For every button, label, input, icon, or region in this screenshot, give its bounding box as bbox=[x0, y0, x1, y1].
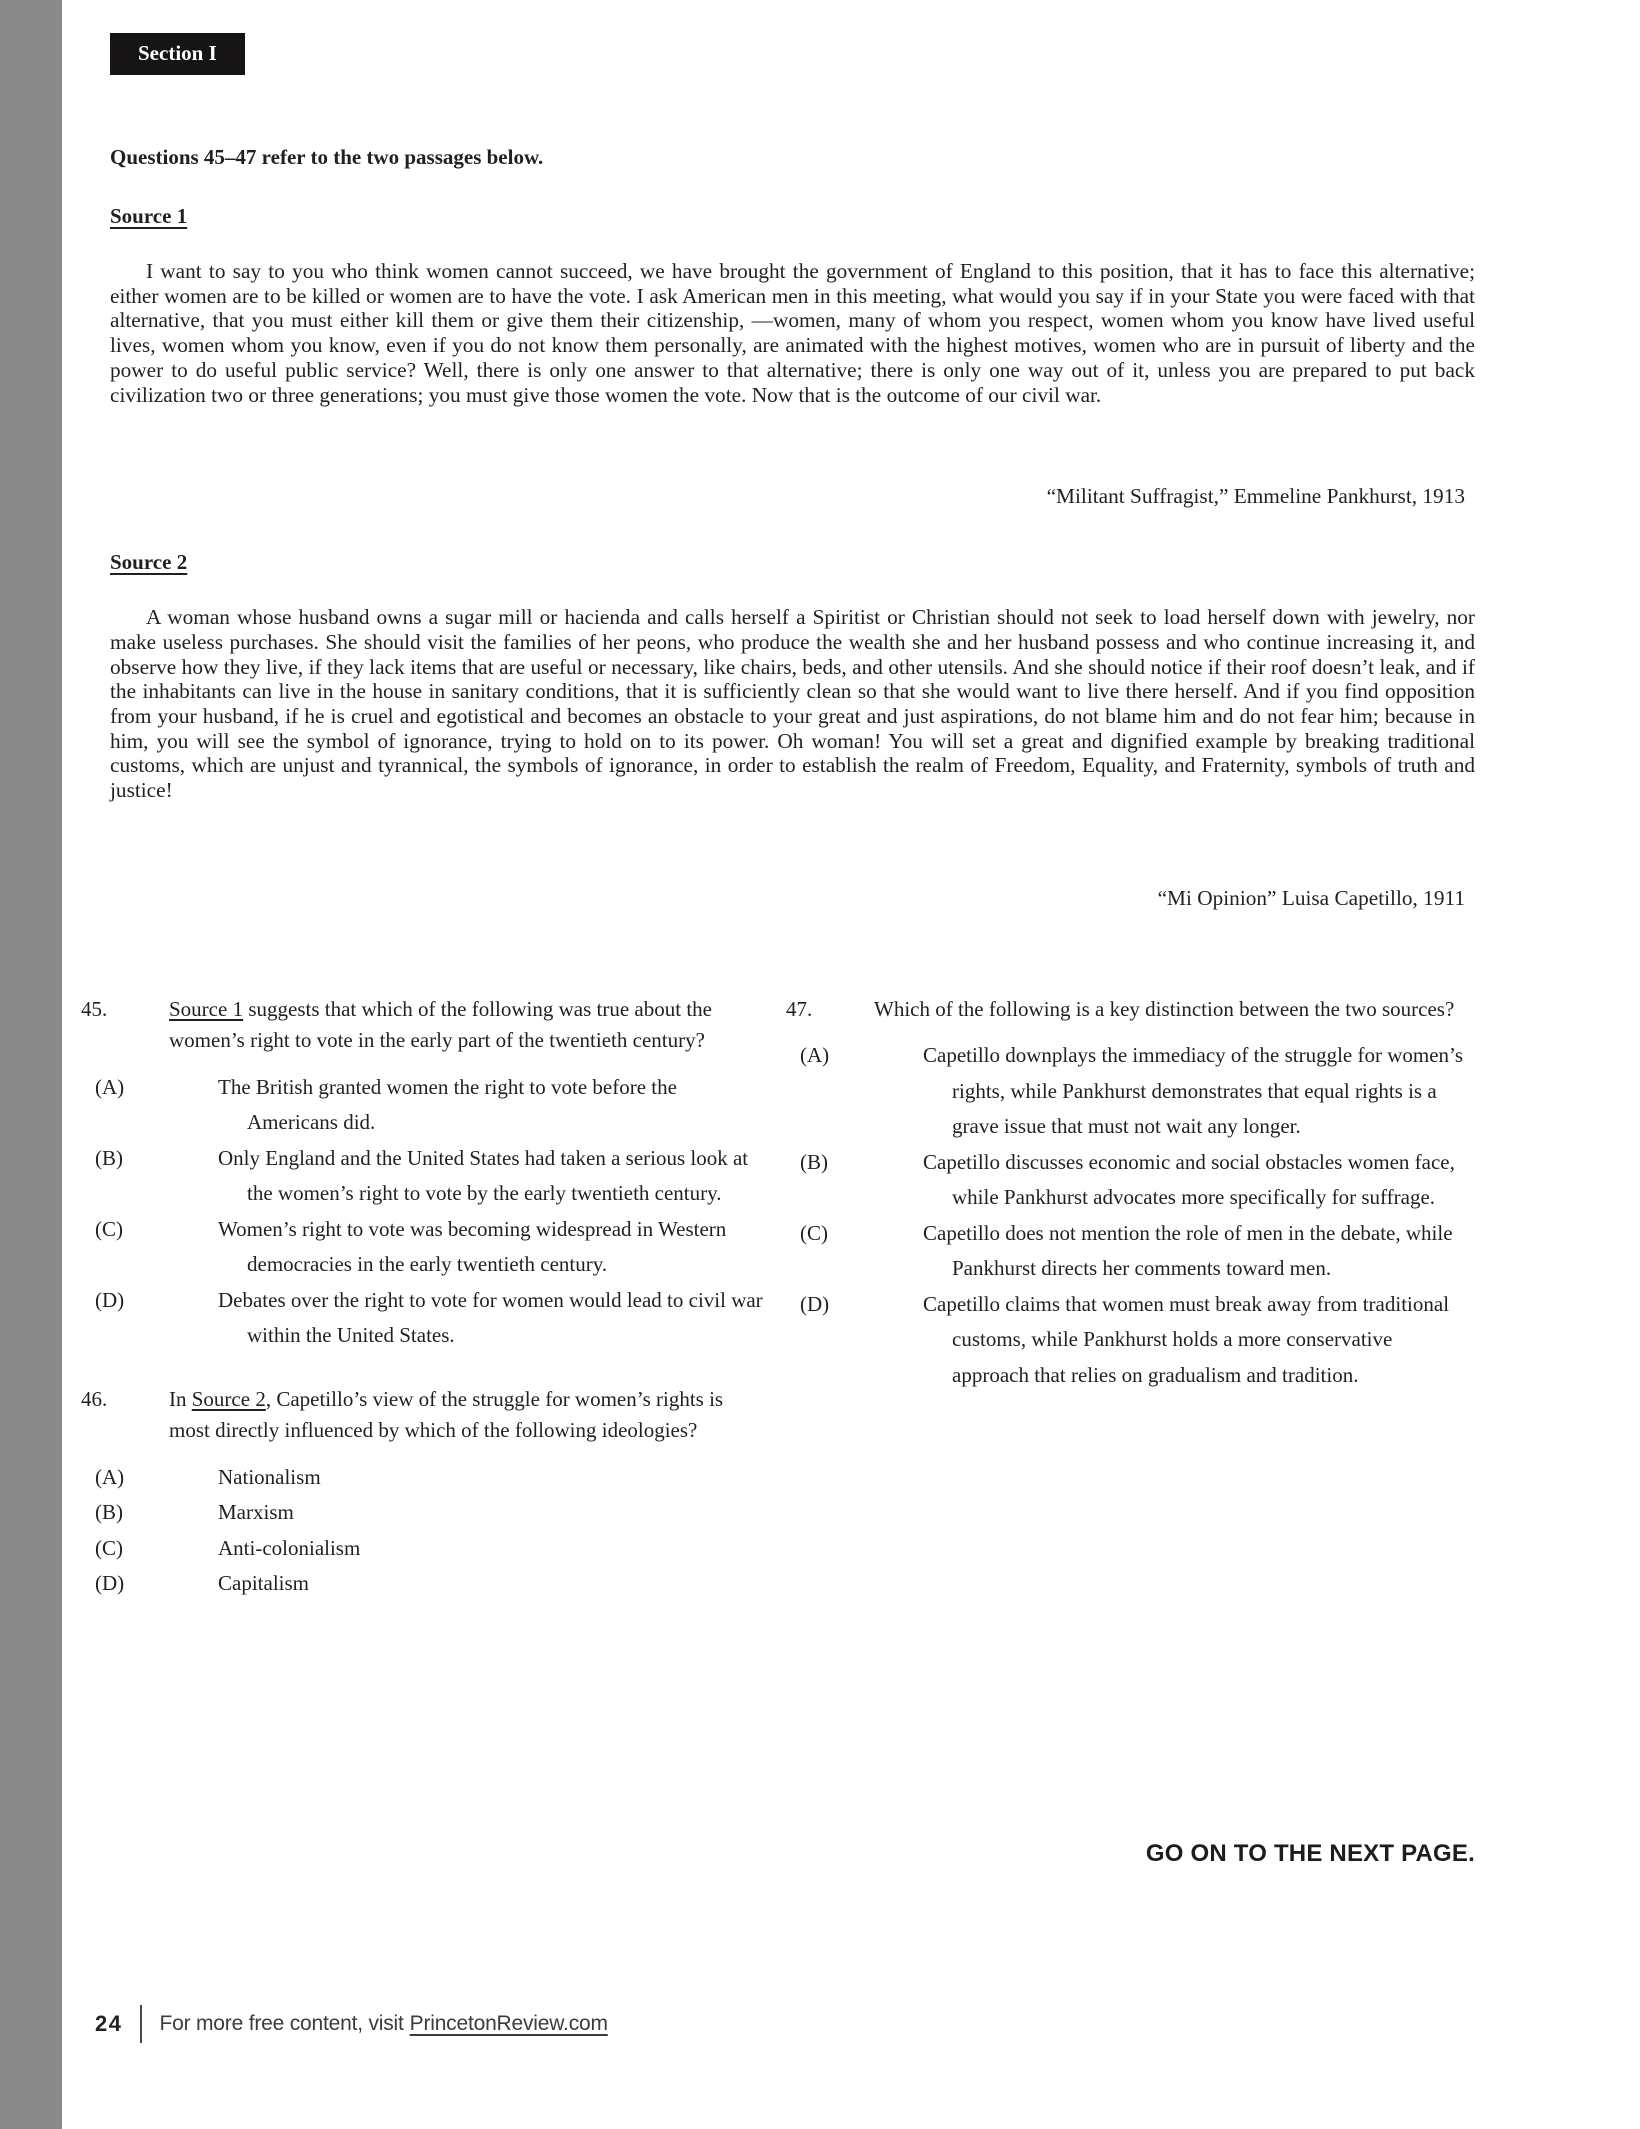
choice-46-d-label: (D) bbox=[95, 1571, 125, 1596]
choice-45-a bbox=[95, 1070, 765, 1141]
choice-47-d-label: (D) bbox=[800, 1291, 830, 1316]
question-46 bbox=[81, 1384, 765, 1602]
question-47-number: 47. bbox=[786, 996, 813, 1021]
source-1-passage: I want to say to you who think women cannot succeed, we have brought the government of England to this position, that it has to face this alternative; either women are to be killed or women are to have the vote. I ask American men in this meeting, what would you say if in your State you were faced with that alternative, that you must either kill them or give them their citizenship, —women, many of whom you respect, women whom you know have lived useful lives, women whom you know, even if you do not know them personally, are animated with the highest motives, women who are in pursuit of liberty and the power to do useful public service? Well, there is only one answer to that alternative; there is only one way out of it, unless you are prepared to put back civilization two or three generations; you must give those women the vote. Now that is the outcome of our civil war. bbox=[110, 259, 1475, 407]
source-1-heading: Source 1 bbox=[110, 204, 188, 228]
choice-47-a-label: (A) bbox=[800, 1043, 830, 1068]
questions-left-column bbox=[81, 994, 765, 1602]
question-46-stem-text: , Capetillo’s view of the struggle for women’s rights is most directly influenced by which of the following ideologies? bbox=[169, 1386, 724, 1443]
choice-46-b-text: Marxism bbox=[218, 1500, 294, 1525]
question-45-choices bbox=[95, 1070, 765, 1354]
choice-47-c bbox=[800, 1216, 1470, 1287]
section-label: Section I bbox=[138, 41, 217, 65]
choice-45-c bbox=[95, 1212, 765, 1283]
question-45-stem-text: suggests that which of the following was true about the women’s right to vote in the early part of the twentieth century? bbox=[169, 996, 712, 1053]
questions-right-column bbox=[786, 994, 1470, 1602]
question-46-stem-prefix: In bbox=[169, 1386, 192, 1411]
choice-47-b-text: Capetillo discusses economic and social obstacles women face, while Pankhurst advocates more specifically for suffrage. bbox=[923, 1149, 1455, 1210]
choice-46-a-text: Nationalism bbox=[218, 1464, 321, 1489]
choice-45-c-label: (C) bbox=[95, 1216, 123, 1241]
choice-47-d-text: Capetillo claims that women must break away from traditional customs, while Pankhurst holds a more conservative approach that relies on gradualism and tradition. bbox=[923, 1291, 1450, 1387]
choice-46-b-label: (B) bbox=[95, 1500, 123, 1525]
choice-45-b-text: Only England and the United States had taken a serious look at the women’s right to vote by the early twentieth century. bbox=[218, 1145, 749, 1206]
source-2-heading: Source 2 bbox=[110, 550, 188, 575]
question-46-stem-source-ref: Source 2 bbox=[191, 1386, 266, 1411]
choice-47-d bbox=[800, 1287, 1470, 1394]
questions-section bbox=[81, 994, 1475, 1602]
page-content bbox=[81, 0, 1475, 1602]
question-45-stem-source-ref: Source 1 bbox=[169, 996, 244, 1021]
choice-45-d-text: Debates over the right to vote for women would lead to civil war within the United States. bbox=[218, 1287, 763, 1348]
choice-46-c-text: Anti-colonialism bbox=[218, 1535, 361, 1560]
footer-link[interactable]: PrincetonReview.com bbox=[409, 2012, 608, 2035]
choice-47-b-label: (B) bbox=[800, 1149, 828, 1174]
section-badge bbox=[110, 33, 245, 75]
choice-45-b-label: (B) bbox=[95, 1145, 123, 1170]
footer-divider bbox=[140, 2005, 142, 2043]
choice-45-d-label: (D) bbox=[95, 1287, 125, 1312]
choice-46-d bbox=[95, 1566, 765, 1602]
go-on-notice: GO ON TO THE NEXT PAGE. bbox=[1145, 1840, 1475, 1867]
choice-47-a-text: Capetillo downplays the immediacy of the struggle for women’s rights, while Pankhurst demonstrates that equal rights is a grave issue that must not wait any longer. bbox=[923, 1043, 1464, 1139]
question-47 bbox=[786, 994, 1470, 1394]
choice-47-b bbox=[800, 1145, 1470, 1216]
source-1-attribution: “Militant Suffragist,” Emmeline Pankhurst, 1913 bbox=[1046, 484, 1465, 509]
choice-45-d bbox=[95, 1283, 765, 1354]
question-47-choices bbox=[800, 1038, 1470, 1393]
choice-45-a-text: The British granted women the right to vote before the Americans did. bbox=[218, 1074, 677, 1135]
question-45-stem bbox=[81, 994, 765, 1057]
choice-46-b bbox=[95, 1495, 765, 1531]
source-2-passage: A woman whose husband owns a sugar mill or hacienda and calls herself a Spiritist or Christian should not seek to load herself down with jewelry, nor make useless purchases. She should visit the families of her peons, who produce the wealth she and her husband possess and who continue increasing it, and observe how they live, if they lack items that are useful or necessary, like chairs, beds, and other utensils. And she should notice if their roof doesn’t leak, and if the inhabitants can live in the house in sanitary conditions, that it is sufficiently clean so that she would want to live there herself. And if you find opposition from your husband, if he is cruel and egotistical and becomes an obstacle to your great and just aspirations, do not blame him and do not fear him; because in him, you will see the symbol of ignorance, trying to hold on to its power. Oh woman! You will set a great and dignified example by breaking traditional customs, which are unjust and tyrannical, the symbols of ignorance, in order to establish the realm of Freedom, Equality, and Fraternity, symbols of truth and justice! bbox=[110, 605, 1475, 803]
questions-intro: Questions 45–47 refer to the two passages below. bbox=[110, 145, 544, 169]
choice-45-c-text: Women’s right to vote was becoming widespread in Western democracies in the early twentieth century. bbox=[218, 1216, 727, 1277]
choice-45-a-label: (A) bbox=[95, 1074, 125, 1099]
page-footer bbox=[95, 2005, 608, 2043]
choice-47-a bbox=[800, 1038, 1470, 1145]
choice-47-c-text: Capetillo does not mention the role of men in the debate, while Pankhurst directs her comments toward men. bbox=[923, 1220, 1453, 1281]
footer-text: For more free content, visit bbox=[159, 2012, 404, 2035]
question-47-stem bbox=[786, 994, 1470, 1026]
question-47-stem-text: Which of the following is a key distinction between the two sources? bbox=[874, 996, 1455, 1021]
page-edge-bar bbox=[0, 0, 62, 2129]
question-46-choices bbox=[95, 1460, 765, 1602]
choice-46-a bbox=[95, 1460, 765, 1496]
choice-47-c-label: (C) bbox=[800, 1220, 828, 1245]
question-45 bbox=[81, 994, 765, 1354]
page-number: 24 bbox=[95, 2011, 123, 2036]
choice-46-c bbox=[95, 1531, 765, 1567]
question-46-number: 46. bbox=[81, 1386, 108, 1411]
question-46-stem bbox=[81, 1384, 765, 1447]
choice-45-b bbox=[95, 1141, 765, 1212]
question-45-number: 45. bbox=[81, 996, 108, 1021]
choice-46-c-label: (C) bbox=[95, 1535, 123, 1560]
choice-46-a-label: (A) bbox=[95, 1464, 125, 1489]
source-2-attribution: “Mi Opinion” Luisa Capetillo, 1911 bbox=[1157, 885, 1465, 910]
choice-46-d-text: Capitalism bbox=[218, 1571, 309, 1596]
